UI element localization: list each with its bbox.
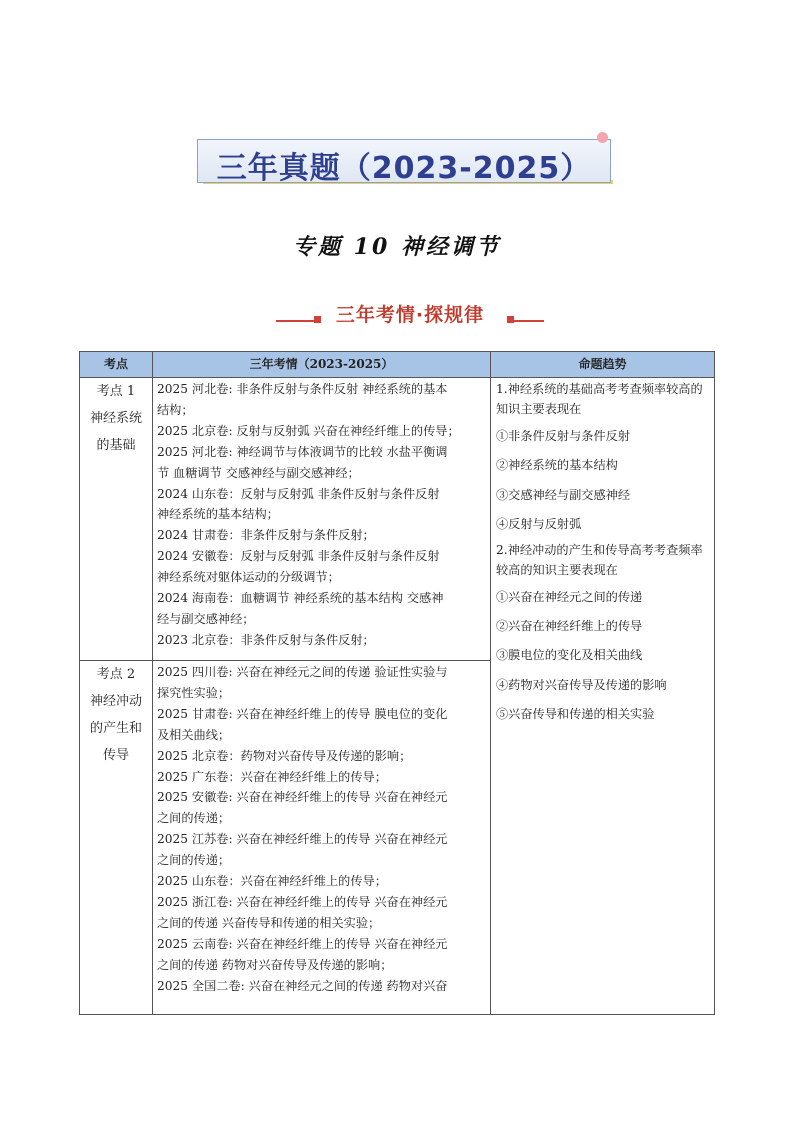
exam-line: 2024 甘肃卷：非条件反射与条件反射； xyxy=(157,528,375,543)
header-trend: 命题趋势 xyxy=(491,352,715,378)
exam-line: 2025 浙江卷: 兴奋在神经纤维上的传导 兴奋在神经元 xyxy=(157,894,448,909)
exam-line: 结构； xyxy=(157,402,194,417)
section-square-right-icon xyxy=(507,316,514,323)
exam-line: 2025 甘肃卷: 兴奋在神经纤维上的传导 膜电位的变化 xyxy=(157,706,448,721)
trend-item: ①非条件反射与条件反射 xyxy=(496,429,631,443)
trend-item: ③交感神经与副交感神经 xyxy=(496,487,631,502)
exam-line: 2025 北京卷: 反射与反射弧 兴奋在神经纤维上的传导； xyxy=(157,423,460,438)
trend-item: ③膜电位的变化及相关曲线 xyxy=(496,648,643,663)
banner-dot-decoration xyxy=(597,132,608,143)
exam-line: 之间的传递 药物对兴奋传导及传递的影响； xyxy=(157,957,393,972)
exam-line: 神经系统对躯体运动的分级调节； xyxy=(157,570,340,585)
section-header xyxy=(270,300,550,328)
exam-table xyxy=(79,351,715,1015)
exam-line: 2025 北京卷：药物对兴奋传导及传递的影响； xyxy=(157,748,412,763)
kaodian-label: 传导 xyxy=(102,748,129,763)
exam-line: 2025 山东卷：兴奋在神经纤维上的传导； xyxy=(157,874,387,889)
kaoqing-cell-2 xyxy=(153,661,491,1015)
trend-heading-2: 2.神经冲动的产生和传导高考考查频率较高的知识主要表现在 xyxy=(496,542,703,577)
exam-line: 之间的传递； xyxy=(157,811,231,826)
exam-line: 之间的传递 兴奋传导和传递的相关实验； xyxy=(157,915,381,930)
exam-line: 2025 河北卷: 神经调节与体液调节的比较 水盐平衡调 xyxy=(157,444,448,459)
exam-line: 2023 北京卷：非条件反射与条件反射； xyxy=(157,632,375,647)
exam-line: 2025 江苏卷: 兴奋在神经纤维上的传导 兴奋在神经元 xyxy=(157,832,448,847)
kaodian-label: 的产生和 xyxy=(89,721,142,736)
kaodian-label: 考点 1 xyxy=(96,384,136,399)
kaodian-cell-2 xyxy=(80,661,153,1015)
trend-item: ①兴奋在神经元之间的传递 xyxy=(496,589,643,604)
kaodian-cell-1 xyxy=(80,378,153,661)
exam-line: 经与副交感神经； xyxy=(157,611,255,626)
trend-item: ⑤兴奋传导和传递的相关实验 xyxy=(496,707,655,722)
exam-line: 节 血糖调节 交感神经与副交感神经； xyxy=(157,465,360,480)
table-header-row xyxy=(80,352,715,378)
exam-line: 探究性实验； xyxy=(157,685,231,700)
exam-line: 及相关曲线； xyxy=(157,727,231,742)
trend-item: ②兴奋在神经纤维上的传导 xyxy=(496,619,643,634)
exam-line: 2024 海南卷：血糖调节 神经系统的基本结构 交感神 xyxy=(157,591,444,606)
exam-line: 2025 全国二卷: 兴奋在神经元之间的传递 药物对兴奋 xyxy=(157,978,448,993)
exam-line: 2025 四川卷: 兴奋在神经元之间的传递 验证性实验与 xyxy=(157,665,448,679)
trend-item: ②神经系统的基本结构 xyxy=(496,458,618,473)
header-kaodian: 考点 xyxy=(80,352,153,378)
header-kaoqing: 三年考情（2023-2025） xyxy=(153,352,491,378)
exam-line: 2024 安徽卷：反射与反射弧 非条件反射与条件反射 xyxy=(157,549,440,564)
trend-item: ④反射与反射弧 xyxy=(496,517,582,532)
exam-line: 2025 河北卷: 非条件反射与条件反射 神经系统的基本 xyxy=(157,382,448,396)
kaodian-label: 考点 2 xyxy=(96,667,136,682)
kaoqing-cell-1 xyxy=(153,378,491,661)
exam-line: 之间的传递； xyxy=(157,853,231,868)
page-title: 专题 10 神经调节 xyxy=(293,234,501,260)
trend-cell xyxy=(491,378,715,1015)
exam-line: 2024 山东卷：反射与反射弧 非条件反射与条件反射 xyxy=(157,486,440,501)
section-line-right xyxy=(514,320,544,322)
trend-heading-1: 1.神经系统的基础高考考查频率较高的知识主要表现在 xyxy=(496,382,703,416)
kaodian-label: 神经系统 xyxy=(89,411,142,426)
kaodian-label: 神经冲动 xyxy=(89,694,142,709)
exam-line: 2025 广东卷：兴奋在神经纤维上的传导； xyxy=(157,769,387,784)
exam-line: 神经系统的基本结构； xyxy=(157,507,279,522)
banner-title: 三年真题（2023-2025） xyxy=(216,151,592,186)
exam-line: 2025 云南卷: 兴奋在神经纤维上的传导 兴奋在神经元 xyxy=(157,936,448,951)
exam-line: 2025 安徽卷: 兴奋在神经纤维上的传导 兴奋在神经元 xyxy=(157,790,448,805)
trend-item: ④药物对兴奋传导及传递的影响 xyxy=(496,677,667,692)
table-row xyxy=(80,378,715,661)
section-title: 三年考情·探规律 xyxy=(335,304,485,326)
year-banner xyxy=(197,139,611,186)
kaodian-label: 的基础 xyxy=(96,438,136,453)
